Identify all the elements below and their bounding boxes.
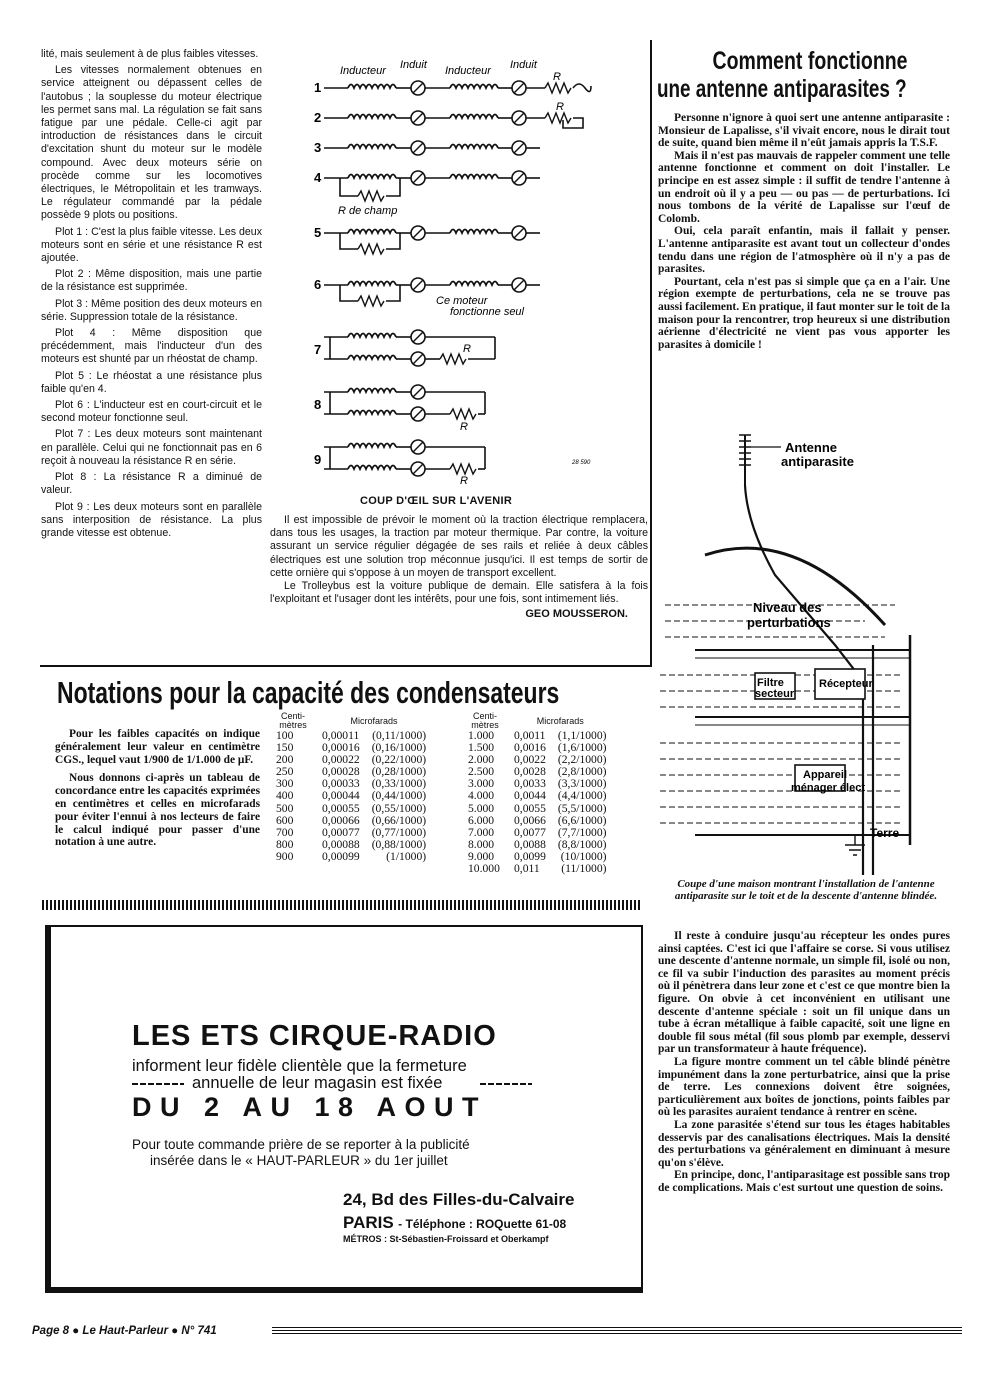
table-row [270,815,432,827]
cell-fraction: (8,8/1000) [557,837,607,851]
table-row [462,790,613,802]
diagram-caption: COUP D'ŒIL SUR L'AVENIR [360,495,513,507]
author-signature: GEO MOUSSERON. [525,608,628,621]
cell-microfarads: 0,00066 [322,813,360,827]
label-induit: Induit [510,59,537,71]
article-paragraph: Le Trolleybus est la voiture publique de demain. Elle satisfera à la fois l'exploitant et l'usager dont les intérêts, pour une fois, sont intimement liés. [270,580,648,606]
cell-fraction: (3,3/1000) [557,777,607,791]
cell-fraction: (0,22/1000) [371,753,427,767]
column-header-cm: Centi-mètres [471,711,499,730]
notations-paragraph: Pour les faibles capacités on indique généralement leur valeur en centimètre CGS., lequel vaut 1/900 de 1/1.000 de μF. [55,728,260,766]
advert-dates: DU 2 AU 18 AOUT [132,1092,488,1122]
antenna-text-top [658,112,950,351]
separator-rule [42,900,642,910]
figure-label-perturbations: perturbations [747,615,831,630]
moteur-label: Ce moteur [436,295,488,307]
cell-fraction: (6,6/1000) [557,813,607,827]
cell-centimetres: 800 [276,837,294,851]
title-line: une antenne antiparasites ? [657,75,907,103]
cell-fraction: (0,77/1000) [371,825,427,839]
cell-fraction: (0,33/1000) [371,777,427,791]
cell-fraction: (0,44/1000) [371,789,427,803]
cell-fraction: (1,6/1000) [557,741,607,755]
advert-line: insérée dans le « HAUT-PARLEUR » du 1er juillet [150,1153,448,1168]
cell-microfarads: 0,00033 [322,777,360,791]
cell-fraction: (2,2/1000) [557,753,607,767]
antenna-paragraph: En principe, donc, l'antiparasitage est possible sans trop de complications. Mais c'est surtout une question de soins. [658,1169,950,1194]
antenna-paragraph: Pourtant, cela n'est pas si simple que ça en a l'air. Une région exempte de perturbations, cela ne se trouve pas aussi facilement. En pratique, il faut monter sur le toit de la maison pour la rencontrer, trop heureux si une distribution aérienne d'électricité ne vient pas vous apporter les parasites à domicile ! [658,275,950,351]
cell-fraction: (11/1000) [561,862,607,876]
cell-fraction: (1,1/1000) [557,729,607,742]
notations-intro [55,728,260,849]
row-number: 5 [314,225,322,240]
cell-fraction: (1/1000) [386,849,427,863]
row-number: 3 [314,140,322,155]
figure-caption: Coupe d'une maison montrant l'installation de l'antenne antiparasite sur le toit et de la descente d'antenne blindée. [674,878,938,902]
table-row [462,863,613,875]
advert-line: informent leur fidèle clientèle que la fermeture [132,1057,467,1075]
cell-microfarads: 0,0066 [514,813,546,827]
page-footer: Page 8 ● Le Haut-Parleur ● N° 741 [32,1325,217,1337]
figure-label-menager: ménager élect [791,782,865,794]
resistance-label: R [460,475,468,487]
cell-centimetres: 1.500 [468,741,495,755]
cell-microfarads: 0,0033 [514,777,546,791]
cell-centimetres: 2.500 [468,765,495,779]
advert-rule [480,1083,532,1085]
row-number: 6 [314,277,322,292]
left-paragraph: Plot 9 : Les deux moteurs sont en parallèle sans interposition de résistance. La plus grande vitesse est obtenue. [41,500,262,539]
cell-fraction: (7,7/1000) [557,825,607,839]
cell-microfarads: 0,011 [514,862,540,876]
cell-microfarads: 0,00011 [322,729,360,742]
label-induit: Induit [400,59,427,71]
cell-microfarads: 0,0044 [514,789,546,803]
cell-fraction: (2,8/1000) [557,765,607,779]
figure-label-recepteur: Récepteur [819,678,873,690]
left-paragraph: Plot 4 : Même disposition que précédemment, mais l'inducteur d'un des moteurs est shunté par un rhéostat de champ. [41,327,262,366]
table-row [270,790,432,802]
moteur-label: fonctionne seul [450,306,524,318]
label-inducteur: Inducteur [340,65,386,77]
figure-label-antiparasite: antiparasite [781,454,854,469]
advert-company: LES ETS CIRQUE-RADIO [132,1020,497,1052]
article-frame-right [650,40,652,666]
figure-label-appareil: Appareil [803,769,848,781]
cell-microfarads: 0,0055 [514,801,546,815]
table-row [270,851,432,863]
row-number: 4 [314,170,322,185]
cell-centimetres: 600 [276,813,294,827]
left-paragraph: Plot 5 : Le rhéostat a une résistance plus faible qu'en 4. [41,369,262,395]
antenna-paragraph: Personne n'ignore à quoi sert une antenne antiparasite : Monsieur de Lapalisse, s'il vivait encore, nous le dirait tout de suite, quand bien même il n'eût jamais appris la T.S.F. [658,112,950,150]
left-paragraph: Plot 8 : La résistance R a diminué de valeur. [41,471,262,497]
cell-centimetres: 9.000 [468,849,495,863]
resistance-label: R [553,71,561,83]
cell-fraction: (5,5/1000) [557,801,607,815]
cell-microfarads: 0,0088 [514,837,546,851]
left-paragraph: Plot 6 : L'inducteur est en court-circuit et le second moteur fonctionne seul. [41,399,262,425]
advert-contact [343,1213,566,1233]
antenna-paragraph: Mais il n'est pas mauvais de rappeler comment une telle antenne fonctionne et comment on doit l'installer. Le principe en est assez simple : il suffit de tendre l'antenne à un endroit où il y a peu — ou pas — de perturbations. Ici nous tombons de la vérité de Lapalisse sur l'œuf de Colomb. [658,149,950,225]
advert-address: 24, Bd des Filles-du-Calvaire [343,1190,575,1209]
cell-centimetres: 7.000 [468,825,495,839]
cell-microfarads: 0,0011 [514,729,546,742]
article-frame-bottom [40,665,652,667]
cell-fraction: (0,11/1000) [372,729,427,742]
cell-fraction: (0,88/1000) [371,837,427,851]
advert-metros: MÉTROS : St-Sébastien-Froissard et Oberkampf [343,1234,549,1244]
cell-centimetres: 300 [276,777,294,791]
title-line: Comment fonctionne [712,47,908,75]
antenna-title [660,48,960,75]
cell-centimetres: 500 [276,801,294,815]
capacity-table-right [462,712,613,875]
article-end [270,514,648,622]
footer-rule [272,1327,962,1335]
advert-phone: - Téléphone : ROQuette 61-08 [398,1217,567,1231]
cell-centimetres: 3.000 [468,777,495,791]
cell-microfarads: 0,00055 [322,801,360,815]
advert-city: PARIS [343,1213,394,1232]
cell-centimetres: 2.000 [468,753,495,767]
cell-microfarads: 0,00088 [322,837,360,851]
left-column [41,48,262,543]
advert-rule [132,1083,184,1085]
left-paragraph: lité, mais seulement à de plus faibles vitesses. [41,48,259,60]
figure-label-niveau: Niveau des [753,600,822,615]
left-paragraph: Plot 7 : Les deux moteurs sont maintenant en parallèle. Celui qui ne fonctionnait pas en 6 reçoit à nouveau la résistance R en série. [41,428,262,467]
figure-label-filtre: Filtre [757,677,784,689]
cell-centimetres: 1.000 [468,729,495,742]
cell-microfarads: 0,00077 [322,825,360,839]
column-header-mf: Microfarads [536,715,584,726]
column-header-cm: Centi-mètres [279,711,307,730]
cell-microfarads: 0,00022 [322,753,360,767]
cell-microfarads: 0,0077 [514,825,546,839]
cell-microfarads: 0,00016 [322,741,360,755]
left-paragraph: Plot 1 : C'est la plus faible vitesse. Les deux moteurs sont en série et une résistance R est ajoutée. [41,225,262,265]
left-paragraph: Plot 3 : Même position des deux moteurs en série. Suppression totale de la résistance. [41,297,262,323]
figure-label-secteur: secteur [755,688,795,700]
cell-centimetres: 4.000 [468,789,495,803]
row-number: 2 [314,110,322,125]
cell-microfarads: 0,00044 [322,789,360,803]
cell-fraction: (4,4/1000) [557,789,607,803]
table-row [270,803,432,815]
row-number: 1 [314,80,322,95]
cell-fraction: (0,16/1000) [371,741,427,755]
resistance-label: R [463,343,471,355]
cell-centimetres: 6.000 [468,813,495,827]
cell-microfarads: 0,0099 [514,849,546,863]
table-row [462,815,613,827]
left-paragraph: Plot 2 : Même disposition, mais une partie de la résistance est supprimée. [41,268,262,294]
cell-fraction: (10/1000) [560,849,607,863]
r-champ-label: R de champ [338,205,398,217]
figure-code: 28 590 [572,460,591,466]
row-number: 7 [314,342,322,357]
cell-centimetres: 10.000 [468,862,500,876]
cell-fraction: (0,66/1000) [371,813,427,827]
figure-label-terre: Terre [870,826,900,840]
cell-centimetres: 700 [276,825,294,839]
resistance-label: R [460,421,468,433]
cell-microfarads: 0,00099 [322,849,360,863]
column-header-mf: Microfarads [350,715,398,726]
cell-microfarads: 0,0016 [514,741,546,755]
notations-title: Notations pour la capacité des condensateurs [57,675,560,710]
antenna-paragraph: Oui, cela paraît enfantin, mais il fallait y penser. L'antenne antiparasite est avant tout un collecteur d'ondes tendu dans une région de l'atmosphère où il n'y a pas de parasites. [658,225,950,276]
cell-centimetres: 200 [276,753,294,767]
cell-centimetres: 8.000 [468,837,495,851]
house-figure [655,425,955,875]
row-number: 8 [314,397,322,412]
capacity-table-left [270,712,432,863]
cell-centimetres: 250 [276,765,294,779]
cell-centimetres: 150 [276,741,294,755]
resistance-label: R [556,101,564,113]
label-inducteur: Inducteur [445,65,491,77]
cell-centimetres: 5.000 [468,801,495,815]
figure-label-antenne: Antenne [785,440,837,455]
circuit-diagram [300,52,640,492]
cell-centimetres: 900 [276,849,294,863]
antenna-paragraph: Il reste à conduire jusqu'au récepteur les ondes pures ainsi captées. C'est ici que l'affaire se corse. Si vous utilisez une descente d'antenne normale, un simple fil, isolé ou non, ce fil va subir l'induction des parasites au moment précis où il pénètrera dans leur zone et c'est ce que montre bien la figure. On obvie à cet inconvénient en utilisant une descente d'antenne spéciale : soit un fil unique dans un tube à écran métallique à faible capacité, soit une ligne en double fil sous métal (fil sous plomb par exemple, desservi par un transformateur à haute fréquence). [658,930,950,1056]
left-paragraph: Les vitesses normalement obtenues en service atteignent ou dépassent celles de l'autobus ; la souplesse du moteur électrique les permet sans mal. La régulation se fait sans fatigue par une pédale. Celle-ci agit par introduction de résistances dans le circuit d'excitation shunt du moteur sur le modèle compound. Avec deux moteurs série on procède comme sur les locomotives électriques, le Métropolitain et les tramways. Le régulateur commandé par la pédale possède 9 plots ou positions. [41,64,262,222]
cell-fraction: (0,28/1000) [371,765,427,779]
cell-microfarads: 0,0022 [514,753,546,767]
table-row [462,803,613,815]
antenna-paragraph: La zone parasitée s'étend sur tous les étages habitables desservis par des canalisations électriques. Mais la densité des perturbations va généralement en diminuant à mesure qu'on s'élève. [658,1118,950,1169]
cell-fraction: (0,55/1000) [371,801,427,815]
notations-paragraph: Nous donnons ci-après un tableau de concordance entre les capacités exprimées en centimètres et celles en microfarads pour éviter l'ennui à nos lecteurs de faire le calcul indiqué pour passer d'une notation à une autre. [55,772,260,849]
cell-microfarads: 0,0028 [514,765,546,779]
cell-centimetres: 400 [276,789,294,803]
cell-centimetres: 100 [276,729,294,742]
advert-line: annuelle de leur magasin est fixée [192,1074,443,1092]
antenna-paragraph: La figure montre comment un tel câble blindé pénètre impunément dans la zone perturbatrice, ainsi que la prise de terre. Les connexions doivent être soignées, particulièrement aux boîtes de jonctions, points faibles par où les parasites auraient tendance à rentrer en scène. [658,1055,950,1119]
row-number: 9 [314,452,322,467]
antenna-text-bottom [658,930,950,1194]
cell-microfarads: 0,00028 [322,765,360,779]
article-paragraph: Il est impossible de prévoir le moment où la traction électrique remplacera, dans tous les usages, la traction par moteur thermique. Par contre, la voiture assurant un service régulier dégagée de ses rails et reliée à deux câbles électriques est une solution trop méconnue jusqu'ici. Il est temps de sortir de cette ornière qui s'oppose à un moyen de transport excellent. [270,514,648,579]
advert-line: Pour toute commande prière de se reporter à la publicité [132,1137,470,1152]
